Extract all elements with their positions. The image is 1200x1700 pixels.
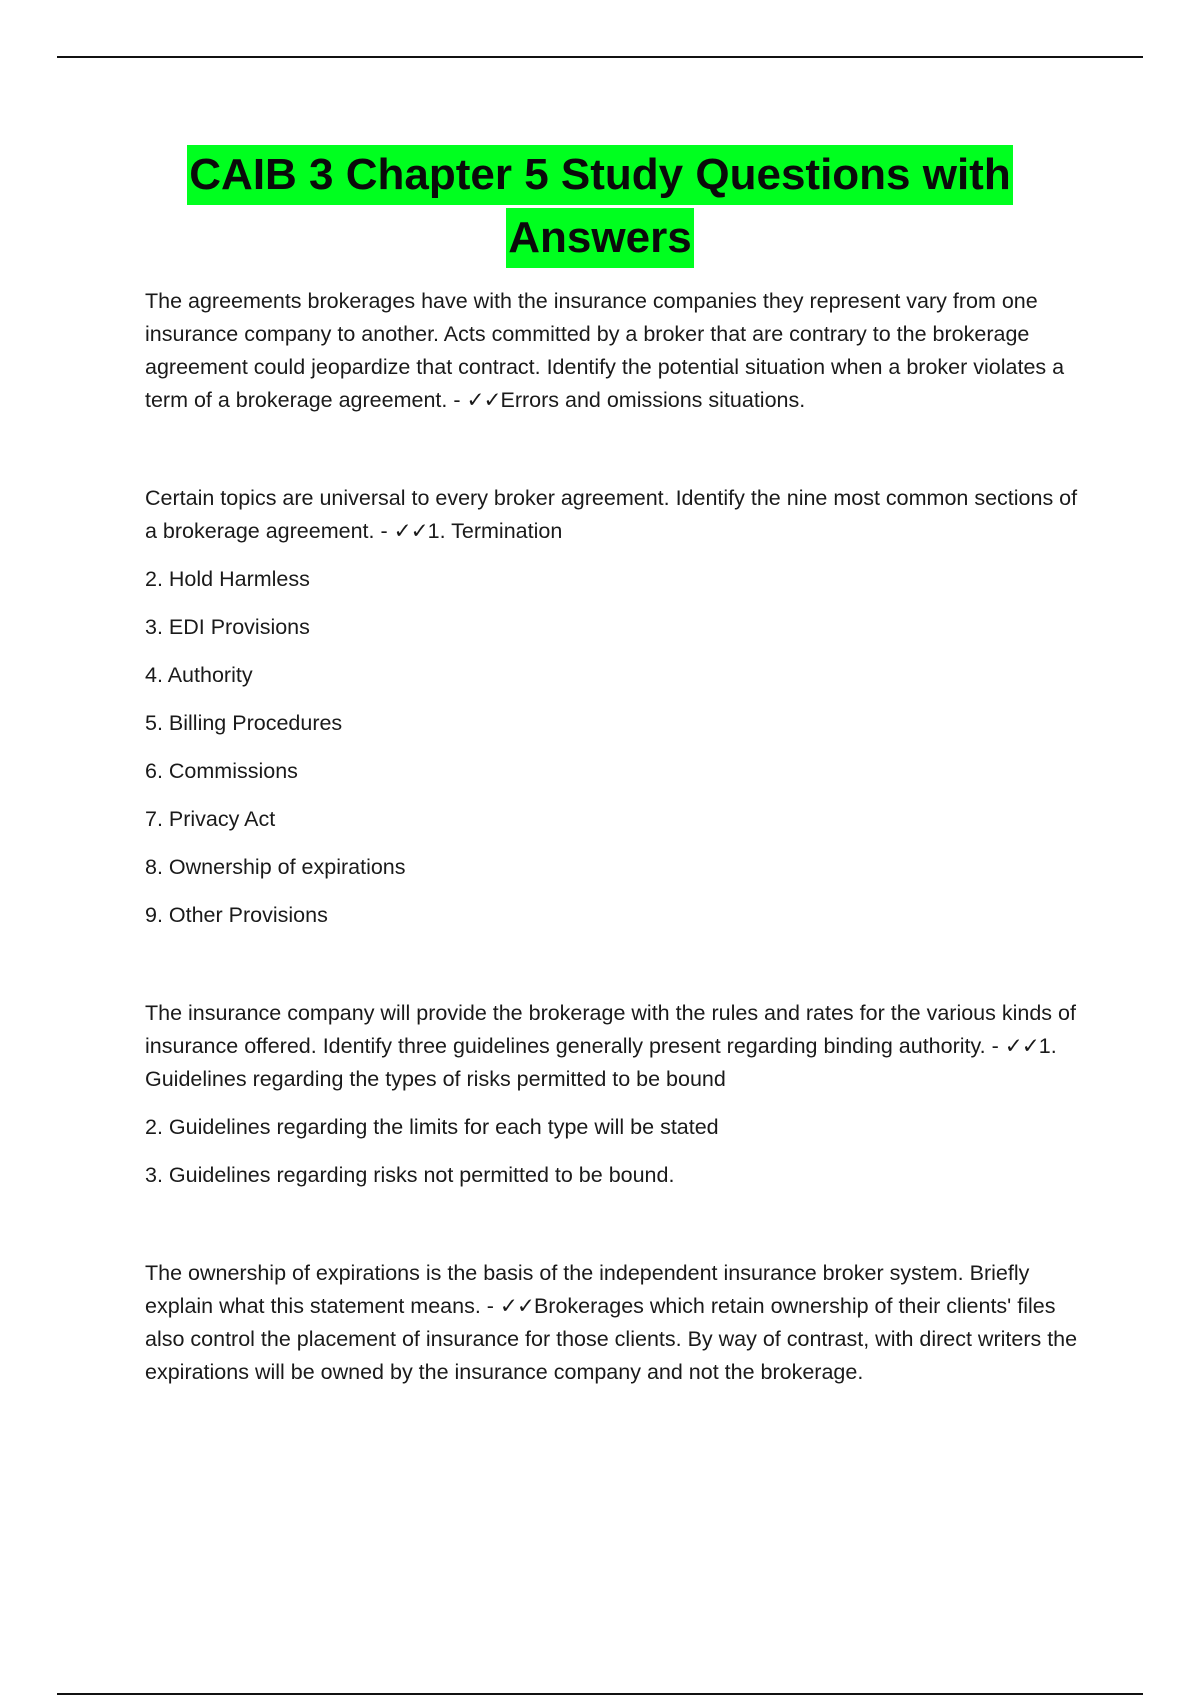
answer-list-item: 5. Billing Procedures [145, 711, 343, 735]
page-title [0, 145, 1200, 271]
separator: - [985, 1034, 1005, 1058]
answer-list-item: 7. Privacy Act [145, 807, 276, 831]
answer-list-item: 2. Hold Harmless [145, 567, 310, 591]
footer-rule [57, 1693, 1143, 1695]
title-line-2: Answers [506, 208, 693, 268]
question-text: The ownership of expirations is the basis of the independent insurance broker system. Briefly explain what this statement means. [145, 1261, 1030, 1318]
check-icon: ✓✓ [1004, 1034, 1039, 1058]
answer-text: 1. Termination [427, 519, 563, 543]
separator: - [480, 1294, 500, 1318]
title-line-1: CAIB 3 Chapter 5 Study Questions with [187, 145, 1012, 205]
answer-list-item: 2. Guidelines regarding the limits for each type will be stated [145, 1115, 719, 1139]
answer-list-item: 3. Guidelines regarding risks not permitted to be bound. [145, 1163, 675, 1187]
answer-list-item: 8. Ownership of expirations [145, 855, 406, 879]
qa-paragraph [145, 482, 1095, 548]
answer-text: Brokerages which retain ownership of their clients' files also control the placement of insurance for those clients. By way of contrast, with direct writers the expirations will be owned by the insurance company and not the brokerage. [145, 1294, 1078, 1384]
check-icon: ✓✓ [393, 519, 428, 543]
qa-block-3 [145, 997, 1095, 1192]
qa-paragraph [145, 1257, 1095, 1389]
answer-list-item: 3. EDI Provisions [145, 615, 310, 639]
qa-paragraph [145, 285, 1095, 417]
answer-list-item: 9. Other Provisions [145, 903, 328, 927]
qa-block-1 [145, 285, 1095, 417]
qa-content [145, 285, 1095, 1389]
question-text: Certain topics are universal to every broker agreement. Identify the nine most common sections of a brokerage agreement. [145, 486, 1078, 543]
qa-block-4 [145, 1257, 1095, 1389]
qa-block-2 [145, 482, 1095, 932]
answer-text: Errors and omissions situations. [500, 388, 806, 412]
answer-list-item: 4. Authority [145, 663, 253, 687]
check-icon: ✓✓ [499, 1294, 534, 1318]
separator: - [374, 519, 394, 543]
separator: - [447, 388, 467, 412]
qa-paragraph [145, 997, 1095, 1096]
answer-list-item: 6. Commissions [145, 759, 298, 783]
question-text: The agreements brokerages have with the insurance companies they represent vary from one insurance company to another. Acts committed by a broker that are contrary to the brokerage agreement could jeopardize that contract. Identify the potential situation when a broker violates a term of a brokerage agreement. [145, 289, 1065, 412]
header-rule [57, 56, 1143, 58]
question-text: The insurance company will provide the brokerage with the rules and rates for the various kinds of insurance offered. Identify three guidelines generally present regarding binding authority. [145, 1001, 1076, 1058]
check-icon: ✓✓ [466, 388, 501, 412]
answer-text: 1. Guidelines regarding the types of risks permitted to be bound [145, 1034, 1057, 1091]
